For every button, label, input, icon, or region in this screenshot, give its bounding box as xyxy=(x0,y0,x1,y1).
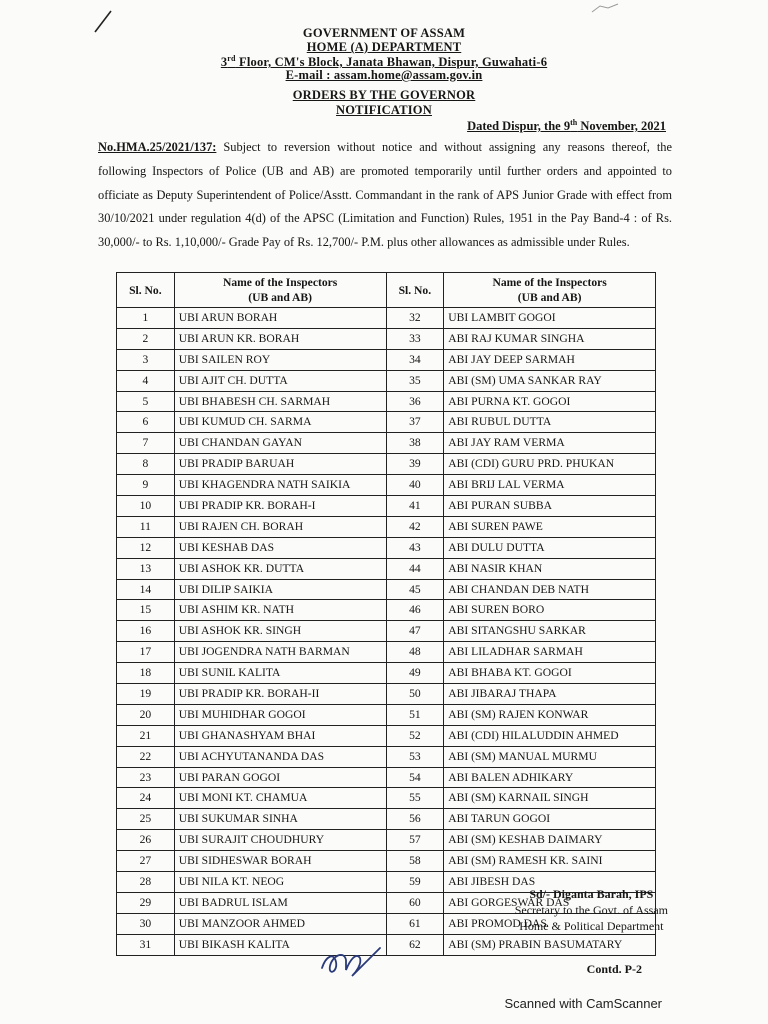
continued-label: Contd. P-2 xyxy=(586,962,642,976)
cell-name-right: ABI SUREN PAWE xyxy=(444,516,656,537)
dated-line: Dated Dispur, the 9th November, 2021 xyxy=(467,118,666,134)
table-row xyxy=(117,704,656,725)
cell-name-left: UBI PARAN GOGOI xyxy=(174,767,386,788)
cell-sl-no-left: 16 xyxy=(117,621,175,642)
table-row xyxy=(117,391,656,412)
cell-name-right: ABI PURNA KT. GOGOI xyxy=(444,391,656,412)
cell-sl-no-left: 18 xyxy=(117,663,175,684)
header-sl-no-left: Sl. No. xyxy=(117,273,175,308)
cell-sl-no-right: 62 xyxy=(386,934,444,955)
cell-sl-no-left: 6 xyxy=(117,412,175,433)
cell-name-right: ABI (CDI) HILALUDDIN AHMED xyxy=(444,725,656,746)
reference-number: No.HMA.25/2021/137: xyxy=(98,140,217,154)
body-paragraph: Subject to reversion without notice and without assigning any reasons thereof, the following Inspectors of Police (UB and AB) are promoted temporarily until further orders and appointed to officiate as Deputy Superintendent of Police/Asstt. Commandant in the rank of APS Junior Grade with effect from 30/10/2021 under regulation 4(d) of the APSC (Limitation and Function) Rules, 1951 in the Pay Band-4 : of Rs. 30,000/- to Rs. 1,10,000/- Grade Pay of Rs. 12,700/- P.M. plus other allowances as admissible under Rules. xyxy=(98,140,672,250)
cell-name-right: ABI (SM) PRABIN BASUMATARY xyxy=(444,934,656,955)
table-row xyxy=(117,537,656,558)
cell-sl-no-left: 4 xyxy=(117,370,175,391)
cell-sl-no-left: 13 xyxy=(117,558,175,579)
header-address: 3rd Floor, CM's Block, Janata Bhawan, Dispur, Guwahati-6 xyxy=(220,54,548,70)
table-row xyxy=(117,370,656,391)
cell-sl-no-left: 27 xyxy=(117,851,175,872)
cell-sl-no-left: 31 xyxy=(117,934,175,955)
cell-sl-no-left: 9 xyxy=(117,475,175,496)
cell-name-left: UBI RAJEN CH. BORAH xyxy=(174,516,386,537)
cell-sl-no-left: 14 xyxy=(117,579,175,600)
cell-name-left: UBI ARUN KR. BORAH xyxy=(174,328,386,349)
cell-sl-no-right: 58 xyxy=(386,851,444,872)
cell-name-right: ABI (CDI) GURU PRD. PHUKAN xyxy=(444,454,656,475)
cell-name-left: UBI ASHOK KR. DUTTA xyxy=(174,558,386,579)
cell-sl-no-right: 61 xyxy=(386,913,444,934)
signatory-department: Home & Political Department xyxy=(519,919,664,933)
cell-name-left: UBI MUHIDHAR GOGOI xyxy=(174,704,386,725)
cell-sl-no-right: 51 xyxy=(386,704,444,725)
cell-name-left: UBI AJIT CH. DUTTA xyxy=(174,370,386,391)
cell-name-right: UBI LAMBIT GOGOI xyxy=(444,308,656,329)
table-row xyxy=(117,328,656,349)
table-row xyxy=(117,516,656,537)
cell-name-right: ABI (SM) KARNAIL SINGH xyxy=(444,788,656,809)
cell-name-left: UBI NILA KT. NEOG xyxy=(174,872,386,893)
cell-sl-no-left: 19 xyxy=(117,684,175,705)
cell-sl-no-left: 8 xyxy=(117,454,175,475)
cell-name-left: UBI ACHYUTANANDA DAS xyxy=(174,746,386,767)
table-row xyxy=(117,934,656,955)
cell-name-left: UBI MONI KT. CHAMUA xyxy=(174,788,386,809)
table-row xyxy=(117,851,656,872)
cell-name-left: UBI SIDHESWAR BORAH xyxy=(174,851,386,872)
cell-name-left: UBI KHAGENDRA NATH SAIKIA xyxy=(174,475,386,496)
table-row xyxy=(117,642,656,663)
cell-sl-no-right: 49 xyxy=(386,663,444,684)
scanner-watermark: Scanned with CamScanner xyxy=(504,996,662,1011)
cell-sl-no-left: 22 xyxy=(117,746,175,767)
cell-sl-no-left: 2 xyxy=(117,328,175,349)
cell-name-left: UBI ASHOK KR. SINGH xyxy=(174,621,386,642)
cell-sl-no-right: 55 xyxy=(386,788,444,809)
cell-sl-no-right: 44 xyxy=(386,558,444,579)
cell-name-left: UBI BADRUL ISLAM xyxy=(174,892,386,913)
cell-name-right: ABI RUBUL DUTTA xyxy=(444,412,656,433)
cell-sl-no-right: 43 xyxy=(386,537,444,558)
cell-name-right: ABI BHABA KT. GOGOI xyxy=(444,663,656,684)
table-row xyxy=(117,830,656,851)
cell-sl-no-left: 24 xyxy=(117,788,175,809)
cell-name-right: ABI CHANDAN DEB NATH xyxy=(444,579,656,600)
cell-sl-no-right: 50 xyxy=(386,684,444,705)
cell-sl-no-right: 57 xyxy=(386,830,444,851)
header-orders: ORDERS BY THE GOVERNOR xyxy=(292,88,476,102)
cell-name-left: UBI JOGENDRA NATH BARMAN xyxy=(174,642,386,663)
cell-sl-no-left: 12 xyxy=(117,537,175,558)
cell-name-right: ABI BALEN ADHIKARY xyxy=(444,767,656,788)
cell-sl-no-left: 20 xyxy=(117,704,175,725)
cell-name-left: UBI PRADIP KR. BORAH-I xyxy=(174,496,386,517)
cell-sl-no-right: 41 xyxy=(386,496,444,517)
cell-sl-no-right: 54 xyxy=(386,767,444,788)
emblem-icon xyxy=(560,2,670,28)
cell-sl-no-left: 26 xyxy=(117,830,175,851)
cell-sl-no-left: 15 xyxy=(117,600,175,621)
cell-sl-no-left: 30 xyxy=(117,913,175,934)
table-body xyxy=(117,308,656,956)
handwritten-signature xyxy=(316,938,386,982)
cell-sl-no-right: 46 xyxy=(386,600,444,621)
table-row xyxy=(117,579,656,600)
cell-sl-no-left: 29 xyxy=(117,892,175,913)
cell-name-left: UBI KESHAB DAS xyxy=(174,537,386,558)
cell-sl-no-right: 56 xyxy=(386,809,444,830)
table-row xyxy=(117,558,656,579)
cell-sl-no-right: 38 xyxy=(386,433,444,454)
table-row xyxy=(117,663,656,684)
cell-sl-no-right: 34 xyxy=(386,349,444,370)
header-name-left: Name of the Inspectors (UB and AB) xyxy=(174,273,386,308)
cell-name-left: UBI KUMUD CH. SARMA xyxy=(174,412,386,433)
table-header-row xyxy=(117,273,656,308)
table-row xyxy=(117,433,656,454)
cell-sl-no-left: 5 xyxy=(117,391,175,412)
cell-sl-no-right: 48 xyxy=(386,642,444,663)
cell-sl-no-right: 42 xyxy=(386,516,444,537)
header-name-right: Name of the Inspectors (UB and AB) xyxy=(444,273,656,308)
table-row xyxy=(117,600,656,621)
cell-name-right: ABI SUREN BORO xyxy=(444,600,656,621)
cell-sl-no-right: 32 xyxy=(386,308,444,329)
cell-sl-no-right: 52 xyxy=(386,725,444,746)
table-row xyxy=(117,349,656,370)
cell-name-left: UBI SUNIL KALITA xyxy=(174,663,386,684)
cell-name-right: ABI DULU DUTTA xyxy=(444,537,656,558)
cell-name-right: ABI JAY DEEP SARMAH xyxy=(444,349,656,370)
cell-name-left: UBI DILIP SAIKIA xyxy=(174,579,386,600)
cell-sl-no-right: 40 xyxy=(386,475,444,496)
table-row xyxy=(117,621,656,642)
inspectors-table xyxy=(116,272,656,956)
header-email: E-mail : assam.home@assam.gov.in xyxy=(285,68,483,82)
cell-sl-no-right: 60 xyxy=(386,892,444,913)
cell-sl-no-right: 35 xyxy=(386,370,444,391)
cell-name-right: ABI (SM) MANUAL MURMU xyxy=(444,746,656,767)
table-row xyxy=(117,308,656,329)
cell-sl-no-left: 3 xyxy=(117,349,175,370)
cell-sl-no-left: 28 xyxy=(117,872,175,893)
cell-name-left: UBI BIKASH KALITA xyxy=(174,934,386,955)
cell-name-right: ABI (SM) RAJEN KONWAR xyxy=(444,704,656,725)
header-sl-no-right: Sl. No. xyxy=(386,273,444,308)
cell-name-right: ABI (SM) KESHAB DAIMARY xyxy=(444,830,656,851)
cell-name-left: UBI PRADIP KR. BORAH-II xyxy=(174,684,386,705)
cell-name-right: ABI BRIJ LAL VERMA xyxy=(444,475,656,496)
cell-sl-no-left: 7 xyxy=(117,433,175,454)
signatory-name: Sd/- Diganta Barah, IPS xyxy=(529,887,654,901)
cell-name-left: UBI SURAJIT CHOUDHURY xyxy=(174,830,386,851)
cell-sl-no-right: 47 xyxy=(386,621,444,642)
table-row xyxy=(117,454,656,475)
table-row xyxy=(117,475,656,496)
table-row xyxy=(117,684,656,705)
cell-name-left: UBI PRADIP BARUAH xyxy=(174,454,386,475)
cell-name-right: ABI JIBARAJ THAPA xyxy=(444,684,656,705)
cell-sl-no-right: 45 xyxy=(386,579,444,600)
cell-name-right: ABI JIBESH DAS xyxy=(444,872,656,893)
cell-sl-no-right: 36 xyxy=(386,391,444,412)
cell-sl-no-right: 33 xyxy=(386,328,444,349)
cell-name-left: UBI SUKUMAR SINHA xyxy=(174,809,386,830)
cell-sl-no-right: 59 xyxy=(386,872,444,893)
cell-name-right: ABI (SM) UMA SANKAR RAY xyxy=(444,370,656,391)
cell-sl-no-left: 17 xyxy=(117,642,175,663)
cell-sl-no-left: 11 xyxy=(117,516,175,537)
cell-name-right: ABI RAJ KUMAR SINGHA xyxy=(444,328,656,349)
cell-sl-no-left: 1 xyxy=(117,308,175,329)
table-row xyxy=(117,809,656,830)
cell-sl-no-left: 21 xyxy=(117,725,175,746)
signature-block xyxy=(515,886,668,934)
notification-body xyxy=(98,136,672,255)
cell-name-right: ABI PURAN SUBBA xyxy=(444,496,656,517)
table-row xyxy=(117,746,656,767)
cell-sl-no-left: 23 xyxy=(117,767,175,788)
cell-sl-no-right: 39 xyxy=(386,454,444,475)
table-row xyxy=(117,412,656,433)
cell-name-right: ABI GORGESWAR DAS xyxy=(444,892,656,913)
cell-name-left: UBI ASHIM KR. NATH xyxy=(174,600,386,621)
cell-sl-no-right: 37 xyxy=(386,412,444,433)
cell-name-right: ABI NASIR KHAN xyxy=(444,558,656,579)
cell-name-right: ABI PROMOD DAS xyxy=(444,913,656,934)
table-row xyxy=(117,725,656,746)
header-notification: NOTIFICATION xyxy=(336,103,432,117)
cell-name-left: UBI MANZOOR AHMED xyxy=(174,913,386,934)
cell-name-left: UBI ARUN BORAH xyxy=(174,308,386,329)
cell-name-left: UBI CHANDAN GAYAN xyxy=(174,433,386,454)
cell-name-left: UBI BHABESH CH. SARMAH xyxy=(174,391,386,412)
cell-sl-no-left: 10 xyxy=(117,496,175,517)
cell-name-right: ABI JAY RAM VERMA xyxy=(444,433,656,454)
table-row xyxy=(117,767,656,788)
table-row xyxy=(117,496,656,517)
header-department: HOME (A) DEPARTMENT xyxy=(306,40,462,54)
cell-name-right: ABI TARUN GOGOI xyxy=(444,809,656,830)
cell-name-right: ABI SITANGSHU SARKAR xyxy=(444,621,656,642)
cell-sl-no-left: 25 xyxy=(117,809,175,830)
signatory-designation: Secretary to the Govt. of Assam xyxy=(514,903,668,917)
cell-name-right: ABI LILADHAR SARMAH xyxy=(444,642,656,663)
table-row xyxy=(117,788,656,809)
header-government: GOVERNMENT OF ASSAM xyxy=(302,26,466,40)
cell-name-right: ABI (SM) RAMESH KR. SAINI xyxy=(444,851,656,872)
cell-sl-no-right: 53 xyxy=(386,746,444,767)
cell-name-left: UBI SAILEN ROY xyxy=(174,349,386,370)
cell-name-left: UBI GHANASHYAM BHAI xyxy=(174,725,386,746)
